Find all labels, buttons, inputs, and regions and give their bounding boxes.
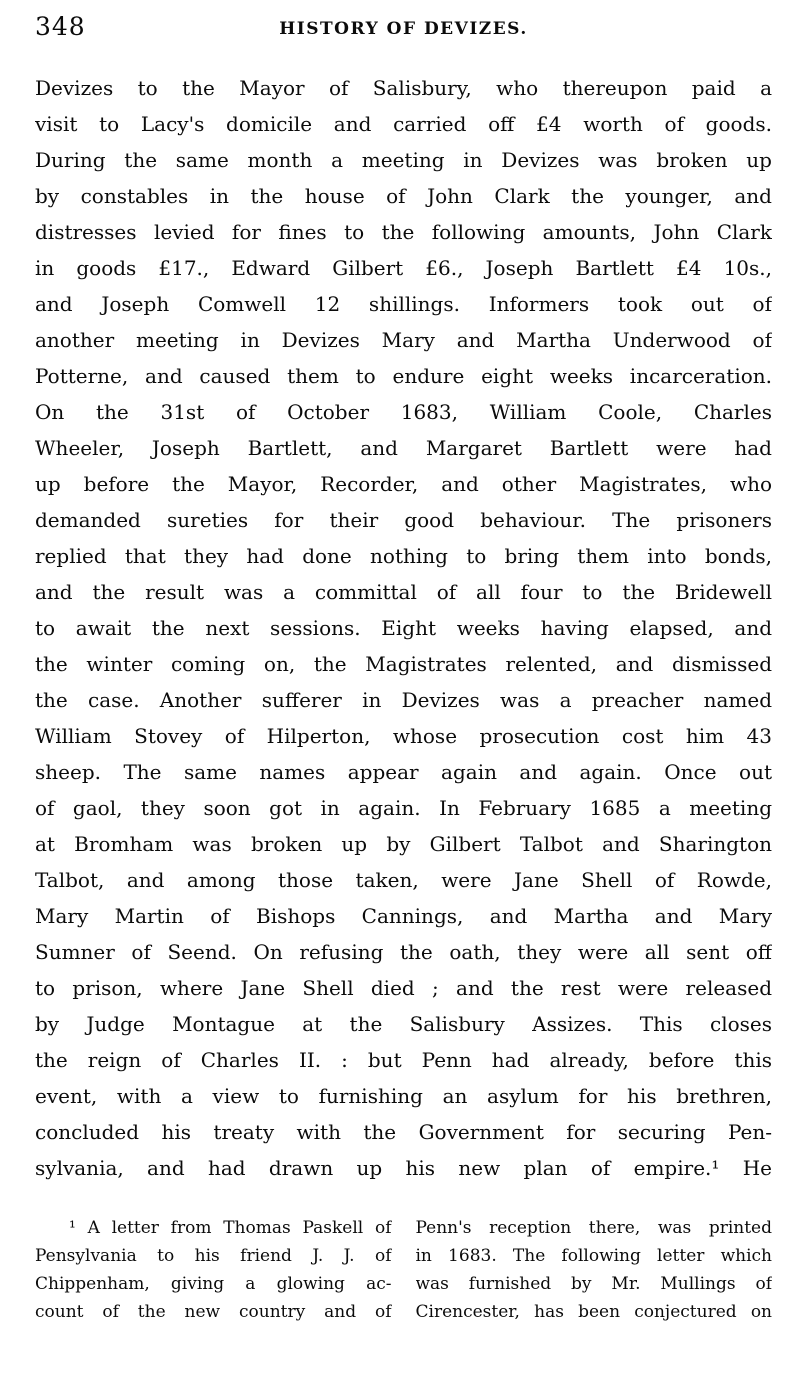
body-text-line: to prison, where Jane Shell died ; and the rest were released: [35, 976, 772, 1000]
body-text-line: sheep. The same names appear again and again. Once out: [35, 760, 772, 784]
body-text-line: sylvania, and had drawn up his new plan of empire.¹ He: [35, 1156, 772, 1180]
body-text-line: distresses levied for fines to the following amounts, John Clark: [35, 220, 772, 244]
body-text-line: event, with a view to furnishing an asylum for his brethren,: [35, 1084, 772, 1108]
page-header: [35, 12, 772, 46]
body-text-line: up before the Mayor, Recorder, and other Magistrates, who: [35, 472, 772, 496]
footnote-line: count of the new country and of: [35, 1302, 392, 1322]
body-text-line: by constables in the house of John Clark the younger, and: [35, 184, 772, 208]
body-text-line: and Joseph Comwell 12 shillings. Informers took out of: [35, 292, 772, 316]
footnote-line: ¹ A letter from Thomas Paskell of: [69, 1218, 392, 1238]
body-text-line: Sumner of Seend. On refusing the oath, they were all sent off: [35, 940, 772, 964]
footnote-right-column: [416, 1214, 773, 1326]
page-number: 348: [35, 12, 86, 41]
body-text-line: another meeting in Devizes Mary and Martha Underwood of: [35, 328, 772, 352]
footnote-line: was furnished by Mr. Mullings of: [415, 1274, 772, 1294]
running-header: HISTORY OF DEVIZES.: [279, 19, 528, 39]
body-text: [35, 70, 772, 1186]
body-text-line: Wheeler, Joseph Bartlett, and Margaret Bartlett were had: [35, 436, 772, 460]
body-text-line: concluded his treaty with the Government for securing Pen-: [35, 1120, 772, 1144]
body-text-line: by Judge Montague at the Salisbury Assizes. This closes: [35, 1012, 772, 1036]
body-text-line: to await the next sessions. Eight weeks having elapsed, and: [35, 616, 772, 640]
body-text-line: William Stovey of Hilperton, whose prosecution cost him 43: [35, 724, 772, 748]
footnote-line: in 1683. The following letter which: [415, 1246, 772, 1266]
body-text-line: Potterne, and caused them to endure eight weeks incarceration.: [35, 364, 772, 388]
body-text-line: During the same month a meeting in Devizes was broken up: [35, 148, 772, 172]
body-text-line: and the result was a committal of all four to the Bridewell: [35, 580, 772, 604]
body-text-line: the case. Another sufferer in Devizes was a preacher named: [35, 688, 772, 712]
footnote-line: Chippenham, giving a glowing ac-: [35, 1274, 392, 1294]
footnote-line: Cirencester, has been conjectured on: [415, 1302, 772, 1322]
body-text-line: On the 31st of October 1683, William Coole, Charles: [35, 400, 772, 424]
body-text-line: at Bromham was broken up by Gilbert Talbot and Sharington: [35, 832, 772, 856]
footnote-line: Pensylvania to his friend J. J. of: [35, 1246, 392, 1266]
body-text-line: of gaol, they soon got in again. In February 1685 a meeting: [35, 796, 772, 820]
footnote: [35, 1214, 772, 1326]
body-text-line: the reign of Charles II. : but Penn had already, before this: [35, 1048, 772, 1072]
body-text-line: replied that they had done nothing to bring them into bonds,: [35, 544, 772, 568]
body-text-line: demanded sureties for their good behaviour. The prisoners: [35, 508, 772, 532]
body-text-line: Talbot, and among those taken, were Jane Shell of Rowde,: [35, 868, 772, 892]
body-text-line: visit to Lacy's domicile and carried off £4 worth of goods.: [35, 112, 772, 136]
body-text-line: in goods £17., Edward Gilbert £6., Joseph Bartlett £4 10s.,: [35, 256, 772, 280]
body-text-line: the winter coming on, the Magistrates relented, and dismissed: [35, 652, 772, 676]
body-text-line: Mary Martin of Bishops Cannings, and Martha and Mary: [35, 904, 772, 928]
footnote-line: Penn's reception there, was printed: [415, 1218, 772, 1238]
body-text-line: Devizes to the Mayor of Salisbury, who thereupon paid a: [35, 76, 772, 100]
footnote-left-column: [35, 1214, 392, 1326]
